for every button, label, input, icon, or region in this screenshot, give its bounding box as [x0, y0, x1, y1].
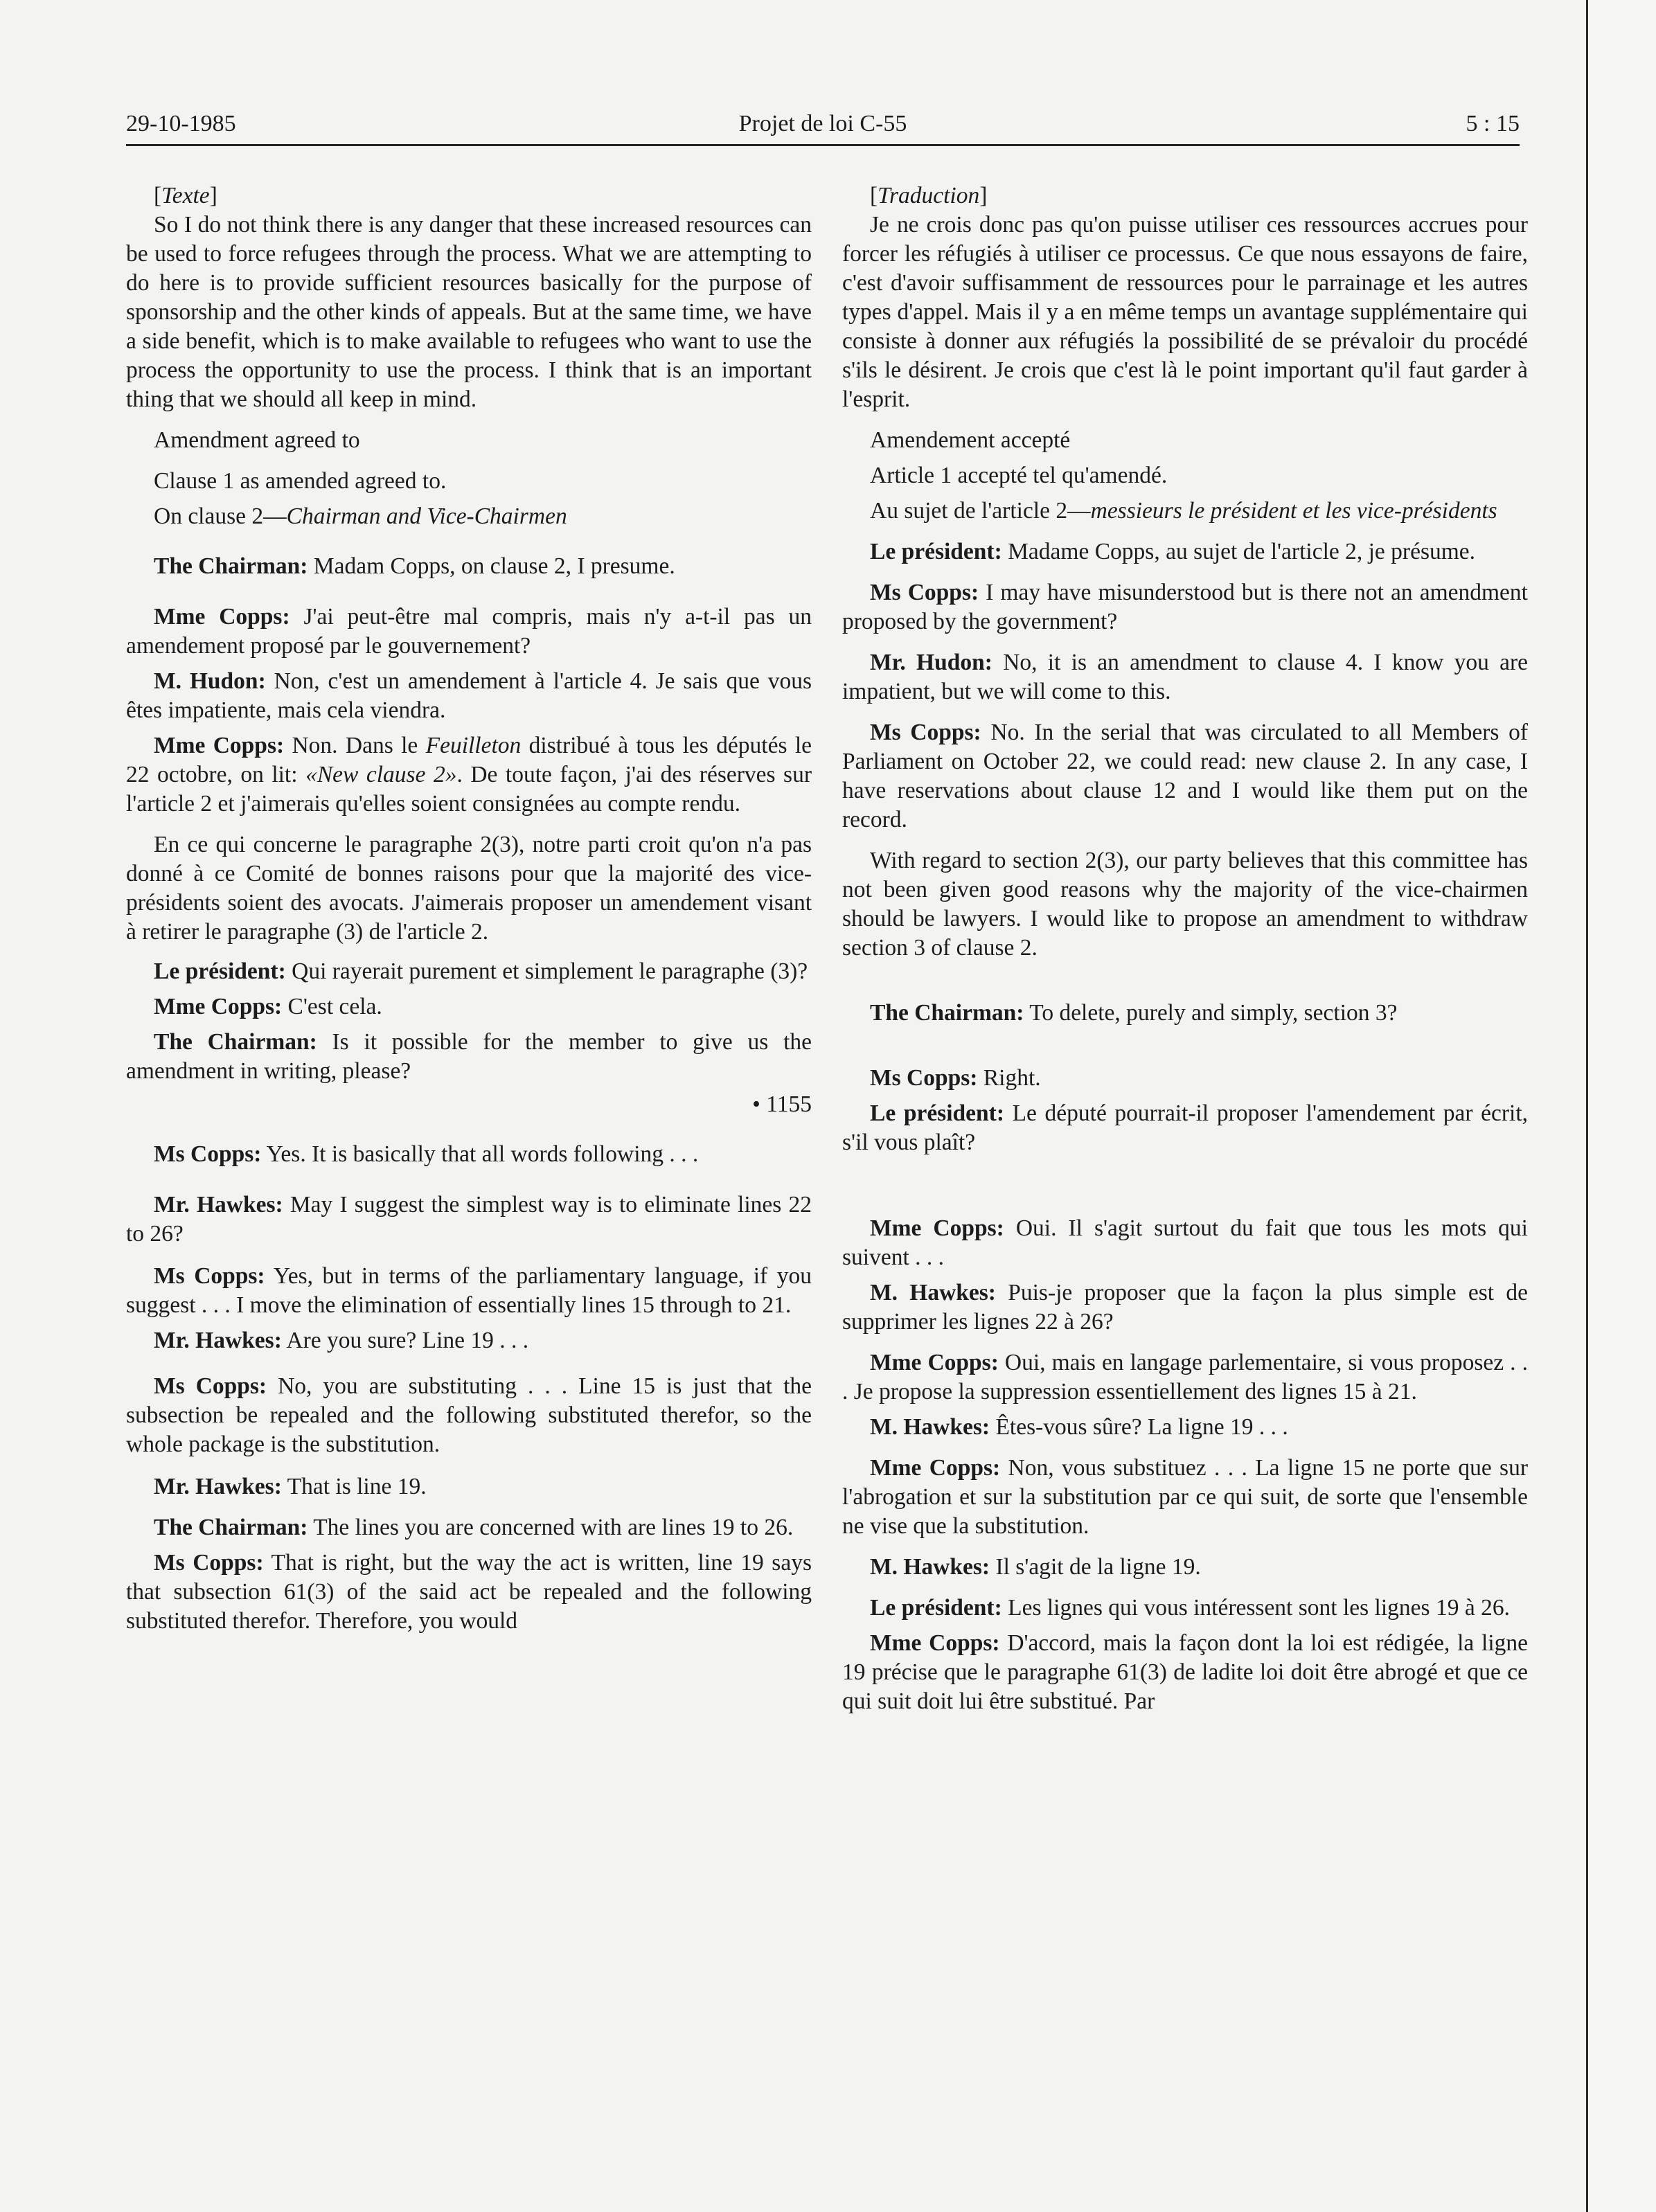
paragraph: En ce qui concerne le paragraphe 2(3), notre parti croit qu'on n'a pas donné à ce Comité de bonnes raisons pour que la majorité des vice-présidents soient des avocats. J'aimerais proposer un amendement visant à retirer le paragraphe (3) de l'article 2. — [126, 832, 812, 945]
speaker-name: Ms Copps: — [154, 1373, 267, 1399]
speech: The Chairman: The lines you are concerned with are lines 19 to 26. — [154, 1515, 794, 1540]
speech: Ms Copps: Right. — [870, 1065, 1041, 1091]
speaker-name: Le président: — [870, 1100, 1004, 1126]
paragraph: Je ne crois donc pas qu'on puisse utiliser ces ressources accrues pour forcer les réfugiés à utiliser ce processus. Ce que nous essayons de faire, c'est d'avoir suffisamment de ressources pour le parrainage et les autres types d'appel. Mais il y a en même temps un avantage supplémentaire qui consiste à donner aux réfugiés la possibilité de se prévaloir du procédé s'ils le désirent. Je crois que c'est là le point important qu'il faut garder à l'esprit. — [842, 212, 1528, 412]
header-page-number: 5 : 15 — [1466, 111, 1520, 136]
speech: Mr. Hawkes: Are you sure? Line 19 . . . — [154, 1328, 529, 1353]
speech: Mr. Hudon: No, it is an amendment to clause 4. I know you are impatient, but we will come to this. — [842, 650, 1528, 704]
speaker-name: Ms Copps: — [154, 1141, 262, 1167]
speaker-name: Le président: — [154, 958, 286, 984]
speech: Mr. Hawkes: May I suggest the simplest way is to eliminate lines 22 to 26? — [126, 1192, 812, 1247]
header-date: 29-10-1985 — [126, 111, 236, 136]
speaker-name: M. Hawkes: — [870, 1280, 996, 1305]
section-heading: On clause 2—Chairman and Vice-Chairmen — [154, 503, 567, 529]
speech: Ms Copps: No, you are substituting . . . Line 15 is just that the subsection be repealed and the following substituted therefor, so the whole package is the substitution. — [126, 1373, 812, 1457]
speaker-name: Mme Copps: — [870, 1350, 999, 1375]
speaker-name: The Chairman: — [870, 1000, 1024, 1026]
paragraph: Amendment agreed to — [154, 427, 360, 453]
speech: Ms Copps: Yes, but in terms of the parliamentary language, if you suggest . . . I move the elimination of essentially lines 15 through to 21. — [126, 1263, 812, 1318]
speech: Mme Copps: C'est cela. — [154, 994, 382, 1019]
speaker-name: Mme Copps: — [870, 1455, 1001, 1481]
paragraph: With regard to section 2(3), our party believes that this committee has not been given good reasons why the majority of the vice-chairmen should be lawyers. I would like to propose an amendment to withdraw section 3 of clause 2. — [842, 848, 1528, 961]
speaker-name: M. Hawkes: — [870, 1414, 990, 1440]
speech: Le président: Le député pourrait-il proposer l'amendement par écrit, s'il vous plaît? — [842, 1100, 1529, 1155]
speaker-name: Mme Copps: — [154, 733, 285, 758]
paragraph: Clause 1 as amended agreed to. — [154, 468, 447, 494]
header-title: Projet de loi C-55 — [738, 111, 907, 136]
speech: Mme Copps: D'accord, mais la façon dont la loi est rédigée, la ligne 19 précise que le paragraphe 61(3) de ladite loi doit être abrogé et que ce qui suit doit lui être substitué. Par — [842, 1630, 1529, 1714]
speech: Mme Copps: J'ai peut-être mal compris, mais n'y a-t-il pas un amendement proposé par le gouvernement? — [126, 604, 812, 659]
speech: Ms Copps: Yes. It is basically that all words following . . . — [154, 1141, 699, 1167]
page-edge-border — [1586, 0, 1656, 2212]
time-marker: • 1155 — [752, 1091, 812, 1117]
speech: The Chairman: Madam Copps, on clause 2, I presume. — [154, 553, 675, 579]
speaker-name: Mme Copps: — [870, 1630, 1000, 1656]
speaker-name: Mr. Hawkes: — [154, 1474, 282, 1499]
speech: Mr. Hawkes: That is line 19. — [154, 1474, 427, 1499]
left-column — [126, 181, 812, 1636]
header-rule — [126, 144, 1520, 146]
speech: Le président: Qui rayerait purement et simplement le paragraphe (3)? — [154, 958, 808, 984]
speaker-name: Ms Copps: — [870, 1065, 978, 1091]
speaker-name: The Chairman: — [154, 553, 308, 579]
paragraph: Article 1 accepté tel qu'amendé. — [870, 463, 1168, 488]
speech: M. Hawkes: Puis-je proposer que la façon la plus simple est de supprimer les lignes 22 à 26? — [842, 1280, 1528, 1335]
page-header — [126, 111, 1520, 145]
language-tag: [ Traduction ] — [842, 181, 1528, 211]
speech: Le président: Les lignes qui vous intéressent sont les lignes 19 à 26. — [870, 1595, 1510, 1621]
speaker-name: Ms Copps: — [870, 580, 979, 605]
speaker-name: Ms Copps: — [870, 720, 981, 745]
speech: Ms Copps: I may have misunderstood but is there not an amendment proposed by the government? — [842, 580, 1528, 634]
speech: Mme Copps: Oui, mais en langage parlementaire, si vous proposez . . . Je propose la suppression essentiellement des lignes 15 à 21. — [842, 1350, 1528, 1404]
right-column — [842, 181, 1528, 1716]
speech: Ms Copps: That is right, but the way the act is written, line 19 says that subsection 61(3) of the said act be repealed and the following substituted therefor. Therefore, you would — [126, 1550, 812, 1634]
speaker-name: Mme Copps: — [154, 604, 290, 630]
paragraph: So I do not think there is any danger that these increased resources can be used to force refugees through the process. What we are attempting to do here is to provide sufficient resources basically for the purpose of sponsorship and the other kinds of appeals. But at the same time, we have a side benefit, which is to make available to refugees who want to use the process the opportunity to use the process. I think that is an important thing that we should all keep in mind. — [126, 212, 812, 412]
speaker-name: M. Hawkes: — [870, 1554, 990, 1580]
speaker-name: The Chairman: — [154, 1029, 317, 1055]
speech: The Chairman: To delete, purely and simply, section 3? — [870, 1000, 1398, 1026]
speech: Mme Copps: Oui. Il s'agit surtout du fait que tous les mots qui suivent . . . — [842, 1215, 1528, 1270]
speech: M. Hawkes: Êtes-vous sûre? La ligne 19 . . . — [870, 1414, 1288, 1440]
speech: Le président: Madame Copps, au sujet de l'article 2, je présume. — [870, 539, 1476, 564]
speaker-name: M. Hudon: — [154, 668, 266, 694]
speaker-name: Ms Copps: — [154, 1263, 265, 1289]
speaker-name: Mr. Hudon: — [870, 650, 992, 675]
speaker-name: Le président: — [870, 539, 1002, 564]
speaker-name: The Chairman: — [154, 1515, 308, 1540]
speech: Mme Copps: Non, vous substituez . . . La ligne 15 ne porte que sur l'abrogation et sur la substitution par ce qui suit, de sorte que l'ensemble ne vise que la substitution. — [842, 1455, 1529, 1539]
speaker-name: Mr. Hawkes: — [154, 1328, 282, 1353]
speech: Ms Copps: No. In the serial that was circulated to all Members of Parliament on October 22, we could read: new clause 2. In any case, I have reservations about clause 12 and I would like them put on the record. — [842, 720, 1528, 832]
speaker-name: Mme Copps: — [870, 1215, 1004, 1241]
speech: M. Hudon: Non, c'est un amendement à l'article 4. Je sais que vous êtes impatiente, mais cela viendra. — [126, 668, 812, 723]
speech: The Chairman: Is it possible for the member to give us the amendment in writing, please? — [126, 1029, 812, 1084]
speaker-name: Le président: — [870, 1595, 1002, 1621]
speaker-name: Mr. Hawkes: — [154, 1192, 283, 1218]
speech: M. Hawkes: Il s'agit de la ligne 19. — [870, 1554, 1201, 1580]
speech: Mme Copps: Non. Dans le Feuilleton distribué à tous les députés le 22 octobre, on lit: «New clause 2». De toute façon, j'ai des réserves sur l'article 2 et j'aimerais qu'elles soient consignées au compte rendu. — [126, 733, 812, 817]
speaker-name: Ms Copps: — [154, 1550, 264, 1576]
paragraph: Amendement accepté — [870, 427, 1071, 453]
speaker-name: Mme Copps: — [154, 994, 283, 1019]
language-tag: [ Texte ] — [126, 181, 812, 211]
section-heading: Au sujet de l'article 2—messieurs le président et les vice-présidents — [870, 498, 1497, 524]
